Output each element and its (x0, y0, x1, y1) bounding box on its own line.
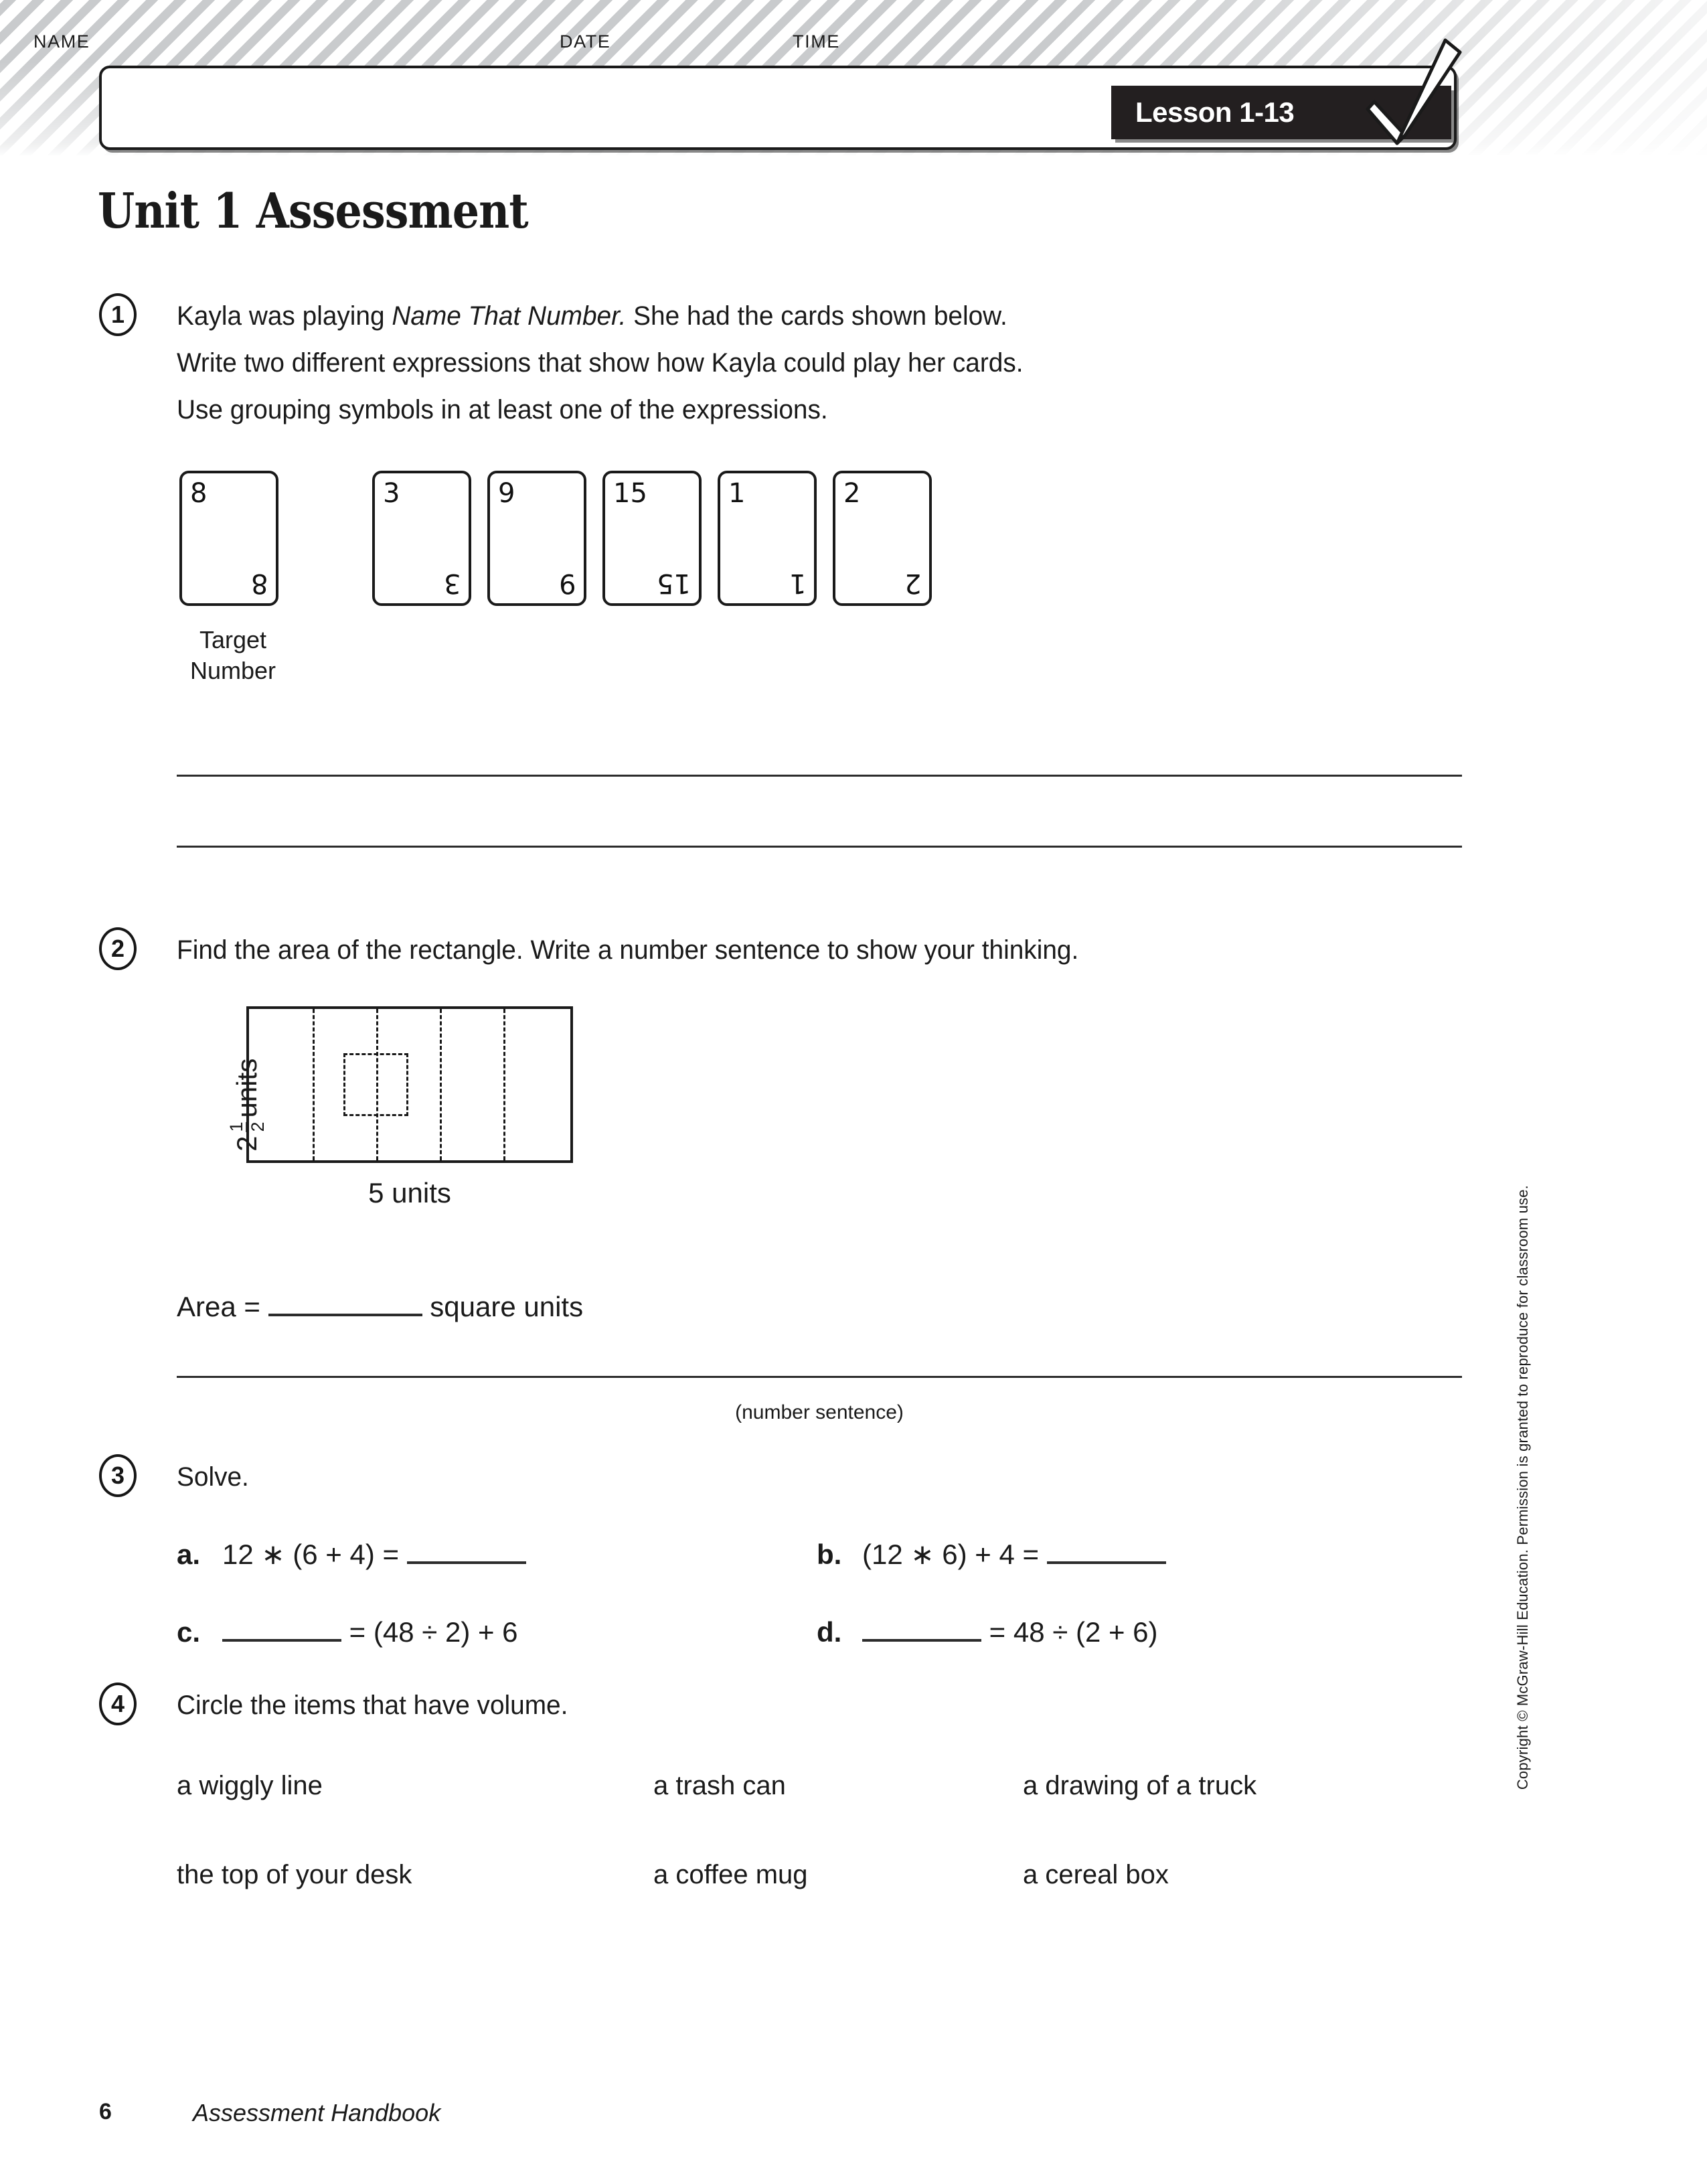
height-whole-number: 2 (231, 1136, 263, 1152)
card-value-top: 3 (383, 478, 400, 509)
game-title: Name That Number. (392, 301, 627, 331)
equation-body: = (48 ÷ 2) + 6 (341, 1616, 518, 1648)
card-value-top: 15 (613, 478, 647, 509)
equation-b (817, 1536, 1166, 1571)
footer-page-number: 6 (99, 2099, 112, 2124)
lesson-badge (1111, 86, 1451, 139)
card-value-bottom: 2 (904, 568, 921, 599)
equation-a-blank[interactable] (407, 1536, 526, 1564)
date-field-label: DATE (560, 31, 611, 52)
target-number-caption (179, 625, 287, 686)
problem-1-line-3: Use grouping symbols in at least one of the expressions. (177, 395, 828, 424)
rectangle-division-line (503, 1009, 505, 1160)
equation-c (177, 1614, 518, 1648)
problem-2-text: Find the area of the rectangle. Write a number sentence to show your thinking. (177, 935, 1079, 965)
card-value-bottom: 15 (657, 568, 691, 599)
volume-item-2[interactable]: a trash can (653, 1771, 786, 1800)
card-5 (833, 471, 932, 606)
equation-body: = 48 ÷ (2 + 6) (981, 1616, 1158, 1648)
target-caption-line-1: Target (199, 626, 267, 653)
target-caption-line-2: Number (189, 657, 276, 684)
rectangle-height-label (227, 1059, 268, 1152)
equation-d (817, 1614, 1158, 1648)
area-suffix-label: square units (422, 1291, 584, 1322)
card-2 (487, 471, 586, 606)
card-value-top: 9 (498, 478, 515, 509)
copyright-notice: Copyright © McGraw-Hill Education. Permission is granted to reproduce for classroom use. (1514, 1185, 1531, 1790)
volume-item-4[interactable]: the top of your desk (177, 1860, 412, 1889)
problem-number-2: 2 (99, 927, 137, 970)
rectangle-width-label: 5 units (368, 1177, 451, 1208)
rectangle-division-line (440, 1009, 442, 1160)
fraction-numerator: 1 (226, 1121, 247, 1132)
volume-item-3[interactable]: a drawing of a truck (1023, 1771, 1257, 1800)
card-value-top: 8 (190, 478, 208, 509)
area-answer-blank[interactable] (268, 1287, 422, 1316)
problem-number-1: 1 (99, 293, 137, 336)
problem-1-answer-line-1[interactable] (177, 775, 1462, 777)
card-value-bottom: 1 (789, 568, 806, 599)
lesson-badge-label: Lesson 1-13 (1135, 96, 1295, 128)
problem-3-text: Solve. (177, 1462, 249, 1492)
equation-body: 12 ∗ (6 + 4) = (222, 1539, 407, 1570)
rectangle-division-line (313, 1009, 315, 1160)
page-title: Unit 1 Assessment (98, 182, 528, 239)
number-sentence-caption: (number sentence) (735, 1401, 904, 1423)
problem-number-4: 4 (99, 1683, 137, 1725)
equation-tag: d. (817, 1616, 842, 1648)
fraction-denominator: 2 (246, 1122, 268, 1132)
equation-tag: b. (817, 1539, 842, 1570)
area-prefix-label: Area = (177, 1291, 268, 1322)
footer-title: Assessment Handbook (193, 2099, 441, 2126)
height-fraction (227, 1122, 268, 1132)
volume-item-6[interactable]: a cereal box (1023, 1860, 1169, 1889)
card-value-bottom: 8 (250, 568, 268, 599)
area-rectangle-figure (246, 1006, 573, 1163)
name-field-label: NAME (33, 31, 90, 52)
equation-a (177, 1536, 526, 1571)
equation-tag: c. (177, 1616, 201, 1648)
problem-number-3: 3 (99, 1454, 137, 1497)
card-value-bottom: 9 (558, 568, 576, 599)
equation-c-blank[interactable] (222, 1614, 341, 1642)
card-value-top: 1 (728, 478, 746, 509)
equation-tag: a. (177, 1539, 201, 1570)
problem-4-text: Circle the items that have volume. (177, 1691, 568, 1720)
problem-1-line-2: Write two different expressions that show how Kayla could play her cards. (177, 348, 1024, 378)
equation-body: (12 ∗ 6) + 4 = (862, 1539, 1047, 1570)
time-field-label: TIME (793, 31, 840, 52)
volume-item-1[interactable]: a wiggly line (177, 1771, 323, 1800)
number-sentence-answer-line[interactable] (177, 1376, 1462, 1378)
card-value-top: 2 (843, 478, 861, 509)
equation-d-blank[interactable] (862, 1614, 981, 1642)
equation-b-blank[interactable] (1047, 1536, 1166, 1564)
problem-1-line-1: Kayla was playing Name That Number. She had the cards shown below. (177, 301, 1007, 331)
card-value-bottom: 3 (443, 568, 461, 599)
area-answer-line (177, 1287, 583, 1323)
volume-item-5[interactable]: a coffee mug (653, 1860, 808, 1889)
card-target (179, 471, 278, 606)
problem-1-answer-line-2[interactable] (177, 846, 1462, 848)
card-4 (718, 471, 817, 606)
height-unit: units (231, 1058, 263, 1118)
card-1 (372, 471, 471, 606)
rectangle-inner-unit-square (343, 1053, 408, 1116)
card-3 (602, 471, 702, 606)
